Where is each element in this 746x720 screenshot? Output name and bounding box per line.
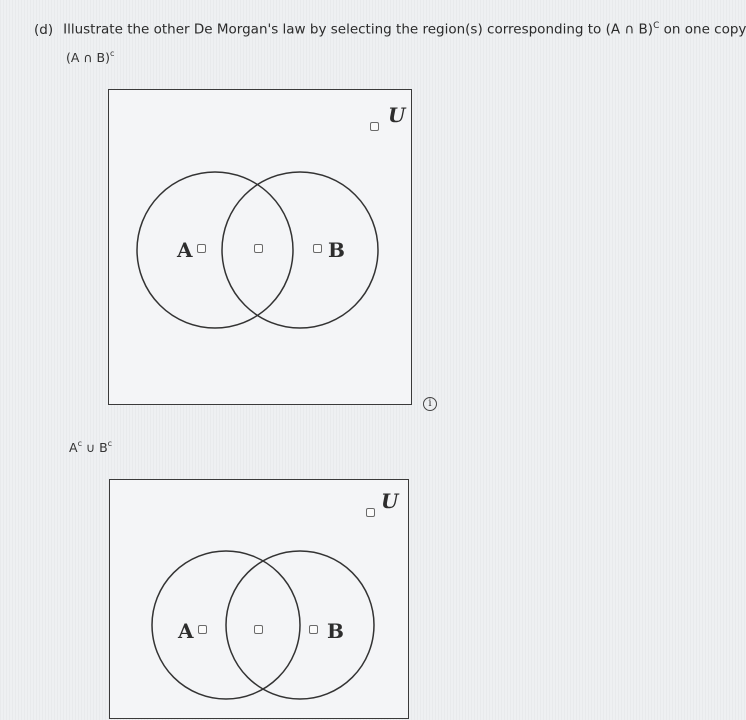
diagram2-label-union: ∪ B <box>81 440 108 456</box>
venn-diagram-1 <box>108 89 412 405</box>
region-outside-checkbox[interactable] <box>370 122 379 131</box>
region-a-only-checkbox[interactable] <box>198 625 207 634</box>
set-a-label: A <box>178 619 194 643</box>
region-intersection-checkbox[interactable] <box>254 244 263 253</box>
diagram2-label-b-complement: c <box>107 439 113 448</box>
region-a-only-checkbox[interactable] <box>197 244 206 253</box>
region-b-only-checkbox[interactable] <box>313 244 322 253</box>
diagram1-label-complement: c <box>109 49 115 58</box>
region-intersection-checkbox[interactable] <box>254 625 263 634</box>
circle-b <box>222 172 378 328</box>
set-b-label: B <box>328 238 345 262</box>
question-text-before: Illustrate the other De Morgan's law by selecting the region(s) corresponding to <box>63 21 606 38</box>
venn-diagram-2 <box>109 479 409 719</box>
universe-label: U <box>388 103 406 127</box>
universe-label: U <box>381 489 399 513</box>
diagram1-label-expr: (A ∩ B) <box>66 50 110 66</box>
diagram2-label-a-complement: c <box>77 439 82 448</box>
question-expression-complement: C <box>653 21 660 31</box>
question-expression: (A ∩ B) <box>605 21 654 38</box>
region-b-only-checkbox[interactable] <box>309 625 318 634</box>
diagram2-label <box>69 440 112 455</box>
question-part-label: (d) <box>34 21 54 38</box>
set-b-label: B <box>327 619 344 643</box>
diagram2-label-a: A <box>69 440 78 456</box>
info-icon[interactable]: i <box>423 397 437 411</box>
region-outside-checkbox[interactable] <box>366 508 375 517</box>
diagram1-label <box>66 50 114 65</box>
set-a-label: A <box>177 238 193 262</box>
question-text <box>34 21 746 38</box>
venn-circles-2 <box>110 480 410 720</box>
circle-a <box>137 172 293 328</box>
question-text-after: on one copy <box>659 21 746 38</box>
